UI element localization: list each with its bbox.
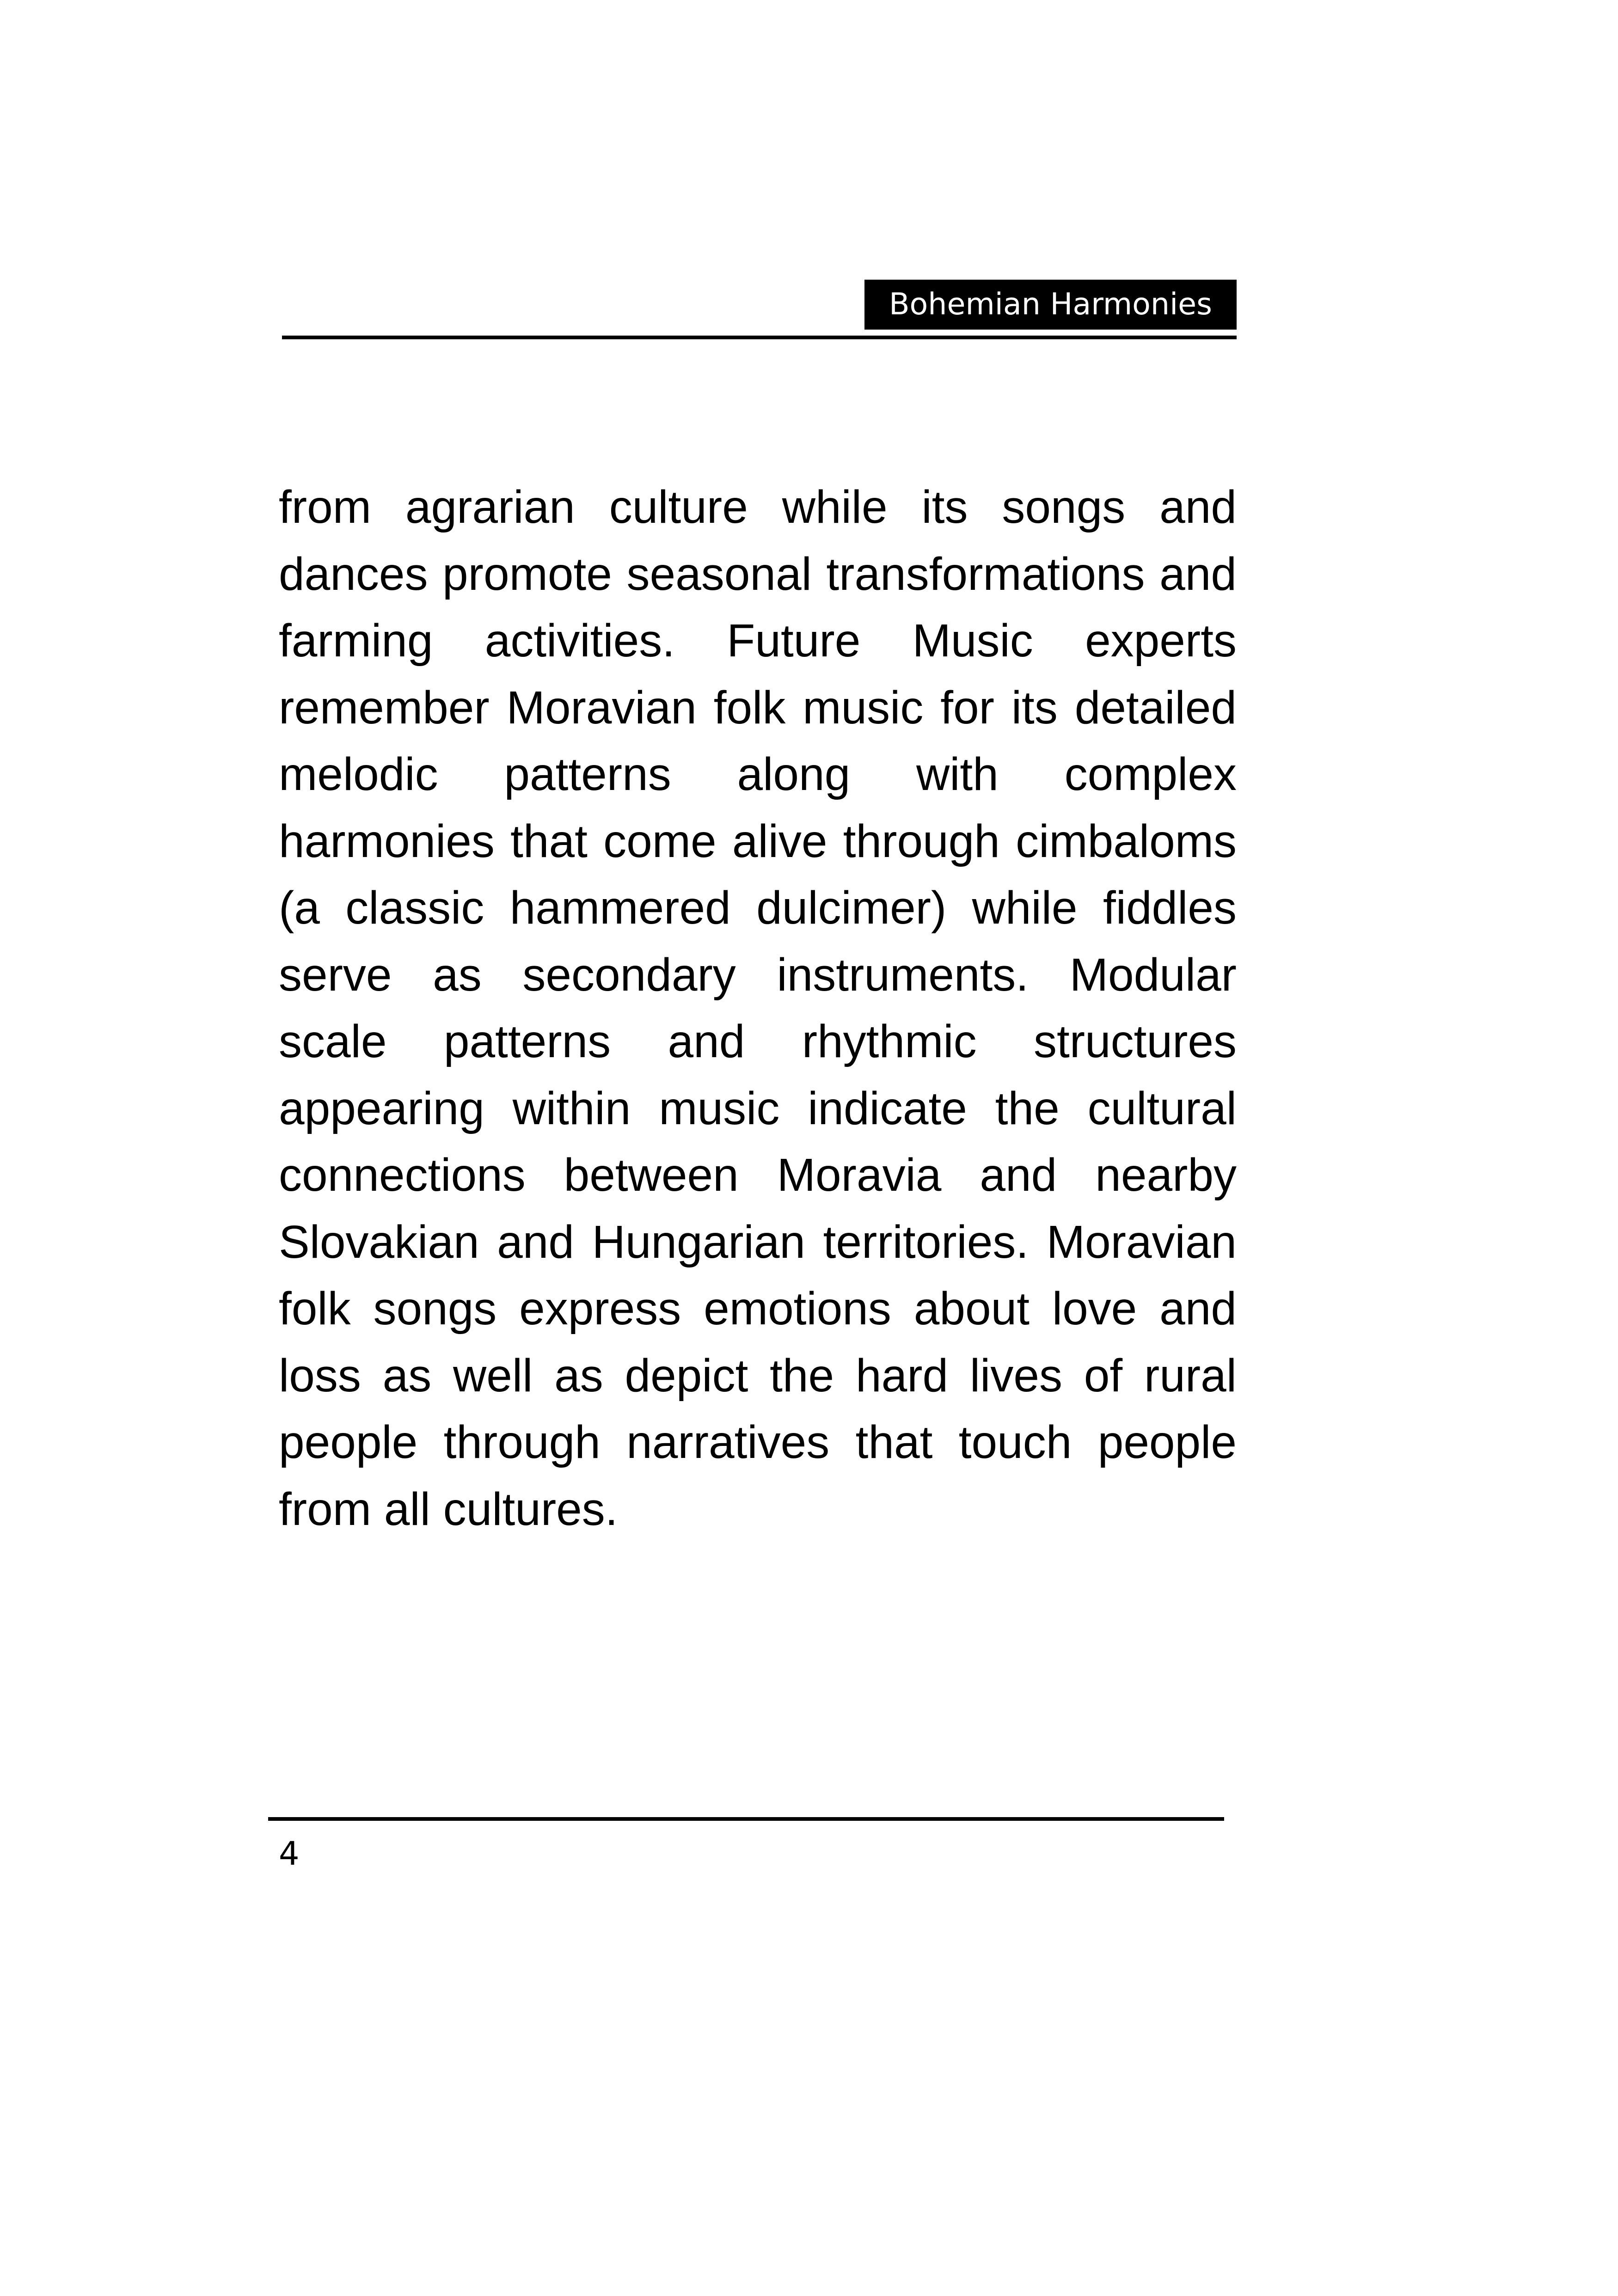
text-line: (a classic hammered dulcimer) while fiddles — [279, 882, 1237, 934]
text-line: dances promote seasonal transformations and — [279, 548, 1237, 600]
text-line: serve as secondary instruments. Modular — [279, 949, 1237, 1001]
text-line: from agrarian culture while its songs and — [279, 481, 1237, 533]
page-number: 4 — [279, 1835, 300, 1873]
text-line: appearing within music indicate the cultural — [279, 1082, 1237, 1134]
text-line: harmonies that come alive through cimbaloms — [279, 815, 1237, 867]
header-rule — [282, 336, 1237, 339]
text-line: farming activities. Future Music experts — [279, 615, 1237, 667]
text-line: from all cultures. — [279, 1483, 618, 1535]
text-line: scale patterns and rhythmic structures — [279, 1016, 1237, 1067]
text-line: connections between Moravia and nearby — [279, 1149, 1237, 1201]
text-line: folk songs express emotions about love and — [279, 1283, 1237, 1335]
body-paragraph — [279, 474, 1237, 1543]
text-line: loss as well as depict the hard lives of rural — [279, 1349, 1237, 1402]
footer-rule — [268, 1817, 1224, 1821]
text-line: melodic patterns along with complex — [279, 748, 1237, 800]
text-line: remember Moravian folk music for its detailed — [279, 681, 1237, 734]
running-header-title: Bohemian Harmonies — [864, 280, 1237, 330]
text-line: Slovakian and Hungarian territories. Moravian — [279, 1216, 1237, 1268]
text-line: people through narratives that touch people — [279, 1416, 1237, 1468]
